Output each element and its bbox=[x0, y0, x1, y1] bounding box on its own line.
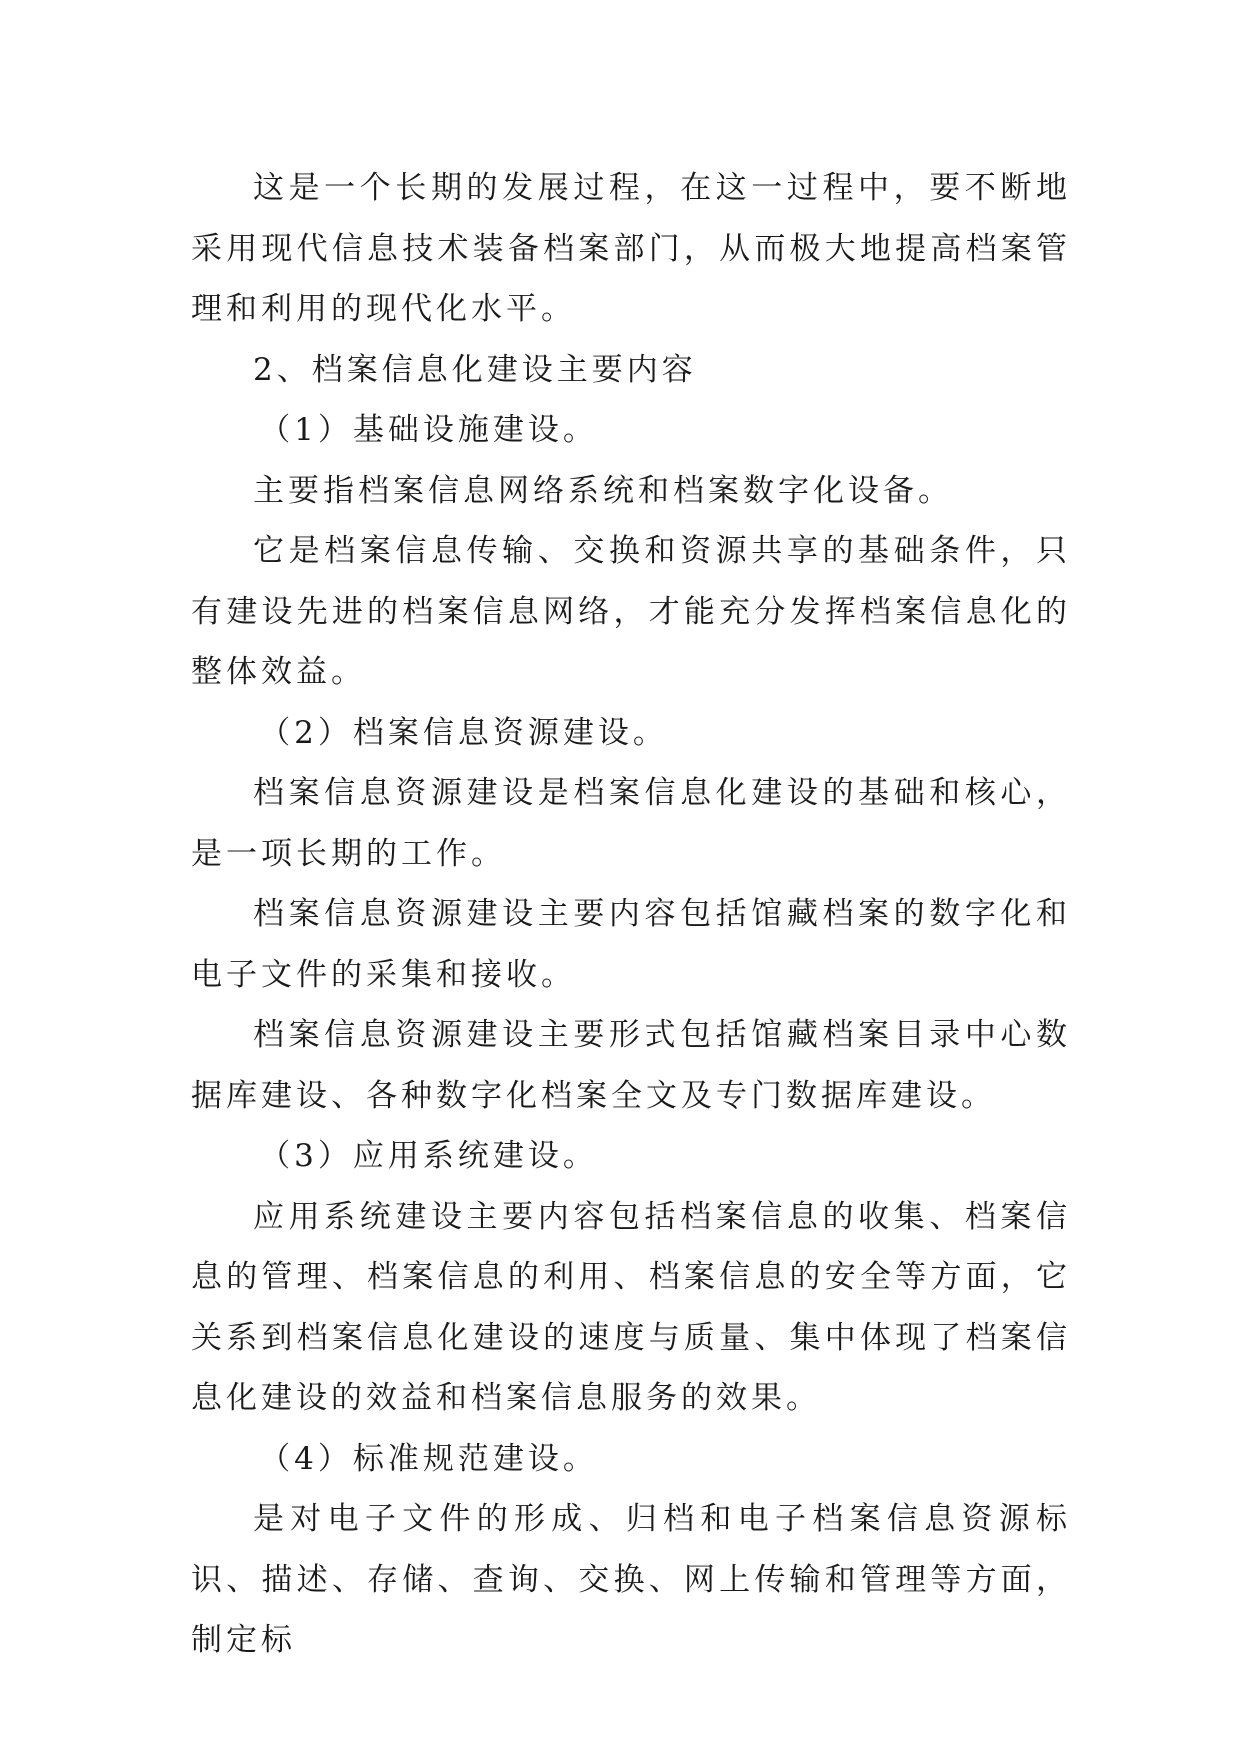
paragraph: 档案信息资源建设主要内容包括馆藏档案的数字化和电子文件的采集和接收。 bbox=[191, 896, 1071, 993]
document-body bbox=[191, 158, 1071, 1671]
subsection-heading-4: （4）标准规范建设。 bbox=[259, 1440, 598, 1477]
subsection-heading-2: （2）档案信息资源建设。 bbox=[259, 714, 668, 751]
paragraph: 主要指档案信息网络系统和档案数字化设备。 bbox=[253, 472, 953, 509]
paragraph: 是对电子文件的形成、归档和电子档案信息资源标识、描述、存储、查询、交换、网上传输和管理等方面，制定标 bbox=[191, 1501, 1071, 1658]
paragraph: 应用系统建设主要内容包括档案信息的收集、档案信息的管理、档案信息的利用、档案信息的安全等方面，它关系到档案信息化建设的速度与质量、集中体现了档案信息化建设的效益和档案信息服务的效果。 bbox=[191, 1198, 1071, 1416]
paragraph-intro: 这是一个长期的发展过程，在这一过程中，要不断地采用现代信息技术装备档案部门，从而极大地提高档案管理和利用的现代化水平。 bbox=[191, 170, 1071, 327]
subsection-heading-3: （3）应用系统建设。 bbox=[259, 1138, 598, 1174]
subsection-heading-1: （1）基础设施建设。 bbox=[259, 412, 598, 448]
paragraph: 它是档案信息传输、交换和资源共享的基础条件，只有建设先进的档案信息网络，才能充分发挥档案信息化的整体效益。 bbox=[191, 533, 1071, 690]
paragraph: 档案信息资源建设主要形式包括馆藏档案目录中心数据库建设、各种数字化档案全文及专门数据库建设。 bbox=[191, 1017, 1071, 1114]
section-heading: 2、档案信息化建设主要内容 bbox=[253, 351, 697, 388]
paragraph: 档案信息资源建设是档案信息化建设的基础和核心，是一项长期的工作。 bbox=[191, 775, 1071, 872]
